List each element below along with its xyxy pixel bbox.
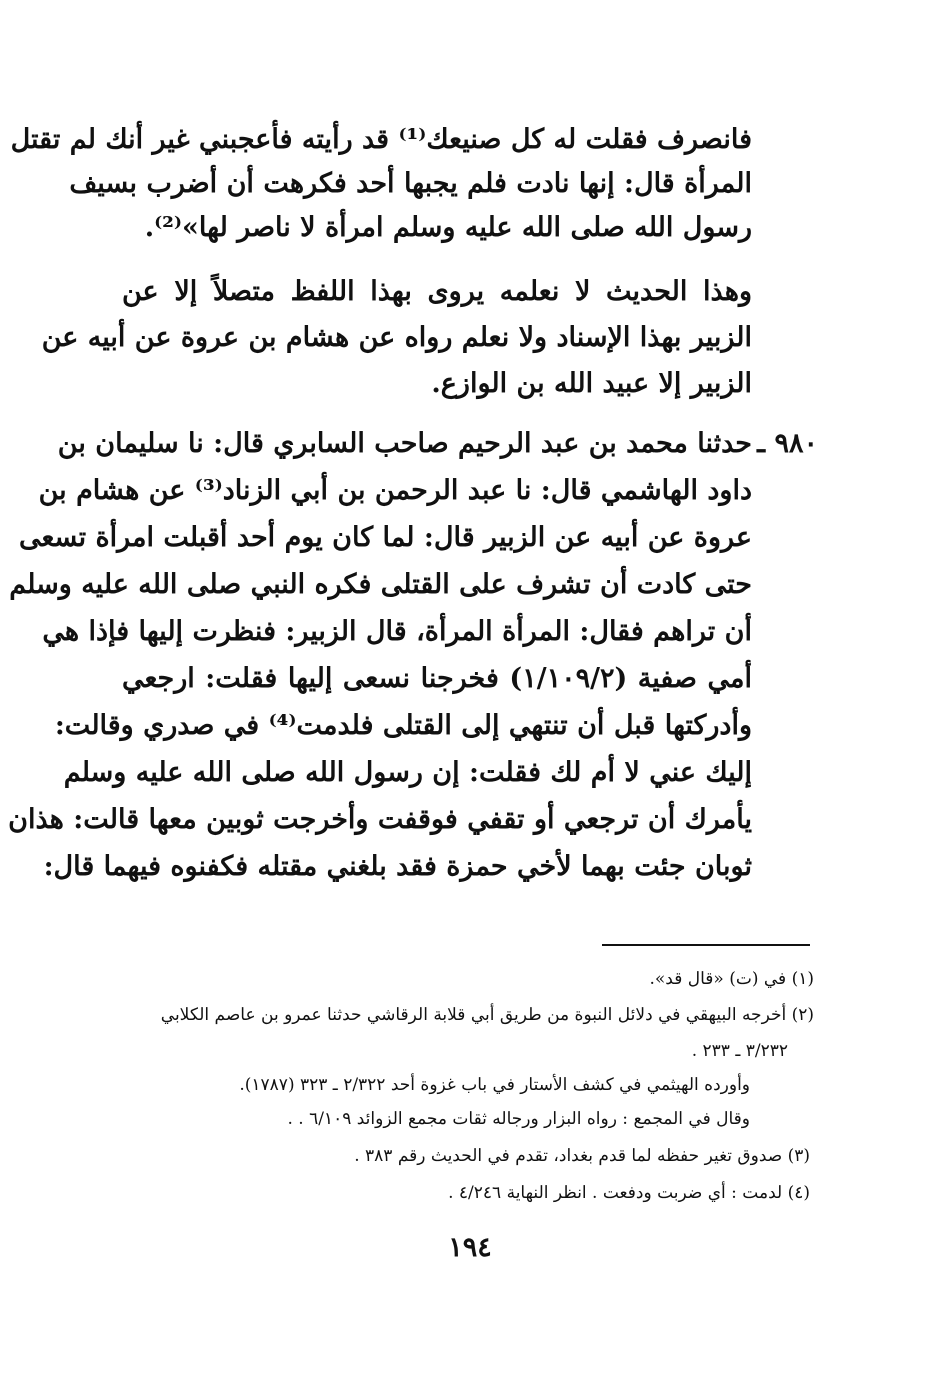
hadith-line-10: ثوبان جئت بهما لأخي حمزة فقد بلغني مقتله فكفنوه فيهما قال: <box>43 851 752 882</box>
footnote-separator <box>602 944 810 946</box>
paragraph-1-line-1: فانصرف فقلت له كل صنيعك⁽¹⁾ قد رأيته فأعجبني غير أنك لم تقتل <box>10 124 752 155</box>
footnote-2-extra-1: وأورده الهيثمي في كشف الأستار في باب غزوة أحد ٢/٣٢٢ ـ ٣٢٣ (١٧٨٧). <box>239 1075 750 1095</box>
footnote-3: (٣) صدوق تغير حفظه لما قدم بغداد، تقدم في الحديث رقم ٣٨٣ . <box>354 1146 810 1166</box>
hadith-line-7: وأدركتها قبل أن تنتهي إلى القتلى فلدمت⁽⁴⁾ في صدري وقالت: <box>54 710 752 741</box>
footnote-1: (١) في (ت) «قال قد». <box>649 969 814 989</box>
hadith-number: ٩٨٠ ـ <box>757 428 818 459</box>
footnote-4: (٤) لدمت : أي ضربت ودفعت . انظر النهاية ٤/٢٤٦ . <box>448 1183 810 1203</box>
page-number: ١٩٤ <box>448 1232 492 1263</box>
paragraph-2-line-2: الزبير بهذا الإسناد ولا نعلم رواه عن هشام بن عروة عن أبيه عن <box>41 322 752 353</box>
footnote-2-extra-2: وقال في المجمع : رواه البزار ورجاله ثقات مجمع الزوائد ٦/١٠٩ . . <box>287 1109 750 1129</box>
hadith-line-1: حدثنا محمد بن عبد الرحيم صاحب السابري قال: نا سليمان بن <box>57 428 752 459</box>
paragraph-2-line-1: وهذا الحديث لا نعلمه يروى بهذا اللفظ متصلاً إلا عن <box>122 276 752 307</box>
paragraph-1-line-2: المرأة قال: إنها نادت فلم يجبها أحد فكرهت أن أضرب بسيف <box>69 168 752 199</box>
hadith-line-5: أن تراهم فقال: المرأة المرأة، قال الزبير: فنظرت إليها فإذا هي <box>42 616 752 647</box>
paragraph-1-line-3: رسول الله صلى الله عليه وسلم امرأة لا ناصر لها»⁽²⁾. <box>144 212 752 243</box>
hadith-line-2: داود الهاشمي قال: نا عبد الرحمن بن أبي الزناد⁽³⁾ عن هشام بن <box>38 475 752 506</box>
hadith-line-6: أمي صفية (١/١٠٩/٢) فخرجنا نسعى إليها فقلت: ارجعي <box>122 663 752 694</box>
hadith-line-3: عروة عن أبيه عن الزبير قال: لما كان يوم أحد أقبلت امرأة تسعى <box>18 522 752 553</box>
footnote-2: (٢) أخرجه البيهقي في دلائل النبوة من طريق أبي قلابة الرقاشي حدثنا عمرو بن عاصم الكلابي <box>160 1005 814 1025</box>
hadith-line-8: إليك عني لا أم لك فقلت: إن رسول الله صلى الله عليه وسلم <box>63 757 752 788</box>
hadith-line-4: حتى كادت أن تشرف على القتلى فكره النبي صلى الله عليه وسلم <box>9 569 752 600</box>
paragraph-2-line-3: الزبير إلا عبيد الله بن الوازع. <box>431 368 752 399</box>
footnote-2-continued: ٣/٢٣٢ ـ ٢٣٣ . <box>691 1041 788 1061</box>
hadith-line-9: يأمرك أن ترجعي أو تقفي فوقفت وأخرجت ثوبين معها قالت: هذان <box>8 804 752 835</box>
